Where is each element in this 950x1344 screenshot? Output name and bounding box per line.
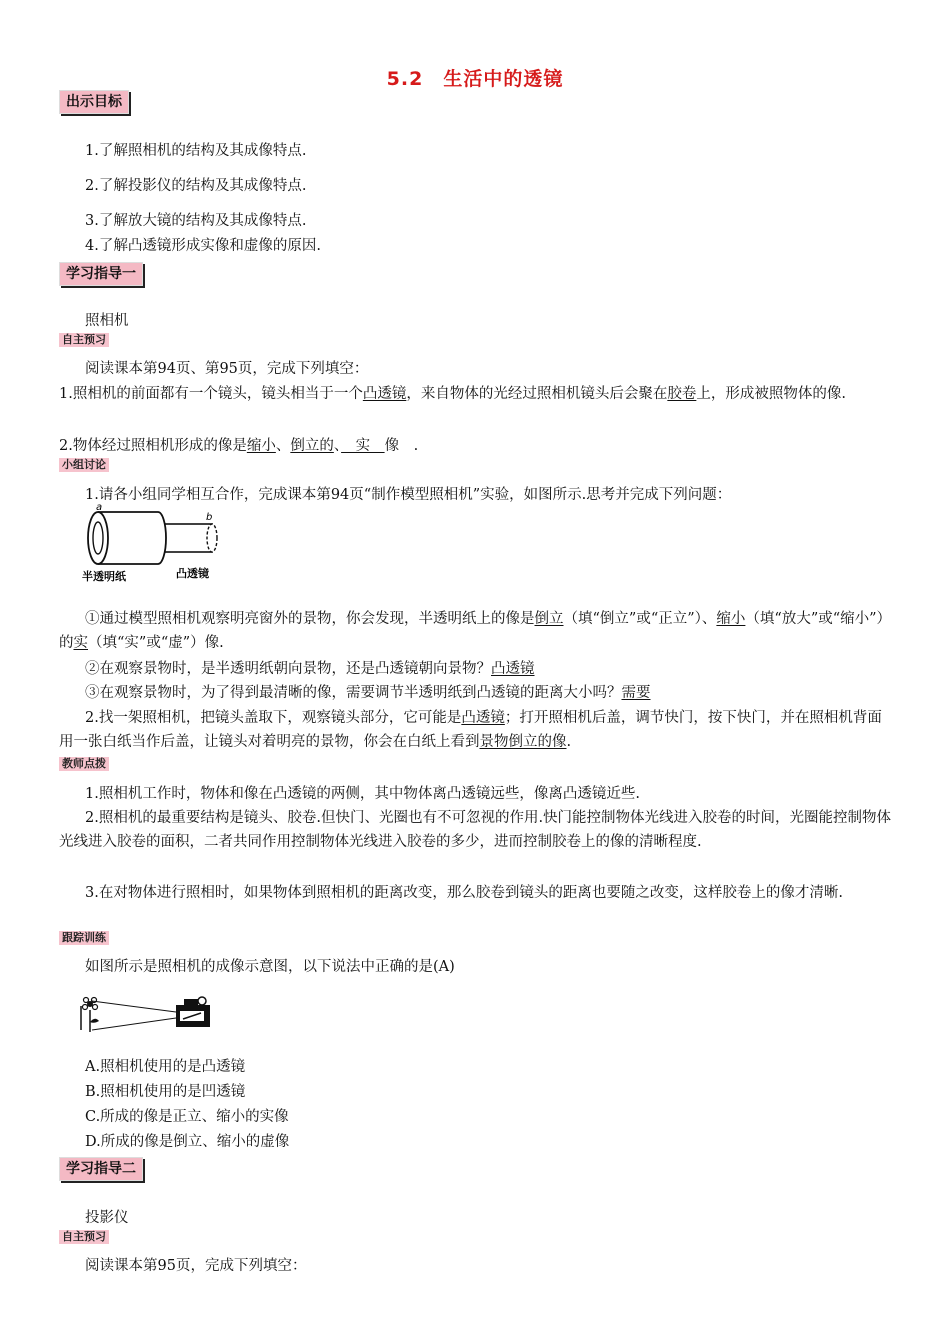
banner-guide2: 学习指导二	[59, 1157, 143, 1181]
flower-icon	[83, 998, 100, 1033]
camera-imaging-figure	[80, 988, 220, 1038]
banner-goals: 出示目标	[59, 90, 129, 114]
text: 2.找一架照相机，把镜头盖取下，观察镜头部分，它可能是	[85, 710, 462, 726]
label-lens: 凸透镜	[176, 567, 209, 580]
answer-blank: 凸透镜	[491, 661, 535, 677]
tag-preview-2: 自主预习	[59, 1230, 109, 1244]
answer-blank: 缩小	[246, 438, 276, 454]
tag-training: 跟踪训练	[59, 931, 109, 945]
answer-blank: 凸透镜	[362, 386, 407, 402]
page-title: 5.2 生活中的透镜	[386, 68, 564, 90]
tag-discuss: 小组讨论	[59, 458, 109, 472]
answer-blank: 需要	[621, 685, 651, 701]
text: ；打开照相机后盖，调节快门，按下快门，并在照相机背面用一张白纸当作后盖，让镜头对着明亮的景物，你会在白纸上看到	[59, 710, 882, 750]
teacher-point-1: 1.照相机工作时，物体和像在凸透镜的两侧，其中物体离凸透镜远些，像离凸透镜近些.	[85, 786, 640, 802]
text: ③在观察景物时，为了得到最清晰的像，需要调节半透明纸到凸透镜的距离大小吗？	[85, 685, 622, 701]
text: （填“倒立”或“正立”）、	[563, 611, 717, 627]
training-question: 如图所示是照相机的成像示意图，以下说法中正确的是(A)	[85, 959, 455, 975]
text: 上，形成被照物体的像.	[696, 386, 846, 402]
goal-item-4: 4.了解凸透镜形成实像和虚像的原因.	[85, 238, 321, 254]
preview-item-2	[59, 437, 418, 455]
goal-item-3: 3.了解放大镜的结构及其成像特点.	[85, 213, 307, 229]
text: 、	[333, 438, 342, 454]
text: （填“放大”或“缩小”）的	[59, 611, 892, 651]
option-c: C.所成的像是正立、缩小的实像	[85, 1109, 289, 1125]
text: 、	[275, 438, 291, 454]
model-camera-figure	[78, 502, 228, 584]
teacher-point-3: 3.在对物体进行照相时，如果物体到照相机的距离改变，那么胶卷到镜头的距离也要随之改变，这样胶卷上的像才清晰.	[85, 885, 843, 901]
banner-guide1: 学习指导一	[59, 262, 143, 286]
goal-item-1: 1.了解照相机的结构及其成像特点.	[85, 143, 307, 159]
option-d: D.所成的像是倒立、缩小的虚像	[85, 1134, 290, 1150]
answer-blank: 缩小	[716, 611, 746, 627]
answer-blank: 凸透镜	[461, 710, 505, 726]
answer-blank: 胶卷	[667, 386, 697, 402]
text: .	[566, 734, 572, 750]
answer-blank: 实	[341, 438, 385, 454]
preview-item-1	[59, 382, 895, 406]
option-a: A.照相机使用的是凸透镜	[85, 1059, 246, 1075]
answer-blank: 倒立的	[290, 438, 334, 454]
topic-camera: 照相机	[85, 313, 129, 329]
light-ray	[92, 1018, 176, 1030]
light-ray	[92, 1001, 176, 1012]
tag-preview: 自主预习	[59, 333, 109, 347]
label-a: a	[96, 502, 103, 513]
text: 1.照相机的前面都有一个镜头，镜头相当于一个	[59, 386, 363, 402]
text: 像 .	[384, 438, 419, 454]
text: ，来自物体的光经过照相机镜头后会聚在	[406, 386, 668, 402]
answer-blank: 景物倒立的像	[479, 734, 567, 750]
discuss-item-2	[59, 706, 895, 754]
question-2	[85, 660, 535, 678]
answer-blank: 实	[73, 635, 88, 651]
text: （填“实”或“虚”）像.	[88, 635, 224, 651]
text: ②在观察景物时，是半透明纸朝向景物，还是凸透镜朝向景物？	[85, 661, 491, 677]
question-1	[59, 607, 895, 655]
text: ①通过模型照相机观察明亮窗外的景物，你会发现，半透明纸上的像是	[85, 611, 535, 627]
topic-projector: 投影仪	[85, 1210, 129, 1226]
teacher-point-2: 2.照相机的最重要结构是镜头、胶卷.但快门、光圈也有不可忽视的作用.快门能控制物体光线进入胶卷的时间，光圈能控制物体光线进入胶卷的面积，二者共同作用控制物体光线进入胶卷的多少，进而控制胶卷上的像的清晰程度.	[59, 810, 892, 850]
text: 2.物体经过照相机形成的像是	[59, 438, 247, 454]
preview-intro: 阅读课本第94页、第95页，完成下列填空：	[85, 361, 369, 377]
camera-icon	[176, 997, 210, 1027]
preview-intro-2: 阅读课本第95页，完成下列填空：	[85, 1258, 307, 1274]
option-b: B.照相机使用的是凹透镜	[85, 1084, 246, 1100]
answer-blank: 倒立	[534, 611, 564, 627]
question-3	[85, 684, 651, 702]
convex-lens	[207, 524, 217, 552]
tag-teacher: 教师点拨	[59, 757, 109, 771]
goal-item-2: 2.了解投影仪的结构及其成像特点.	[85, 178, 307, 194]
label-paper: 半透明纸	[82, 570, 126, 583]
discuss-item-1: 1.请各小组同学相互合作，完成课本第94页“制作模型照相机”实验，如图所示.思考并完成下列问题：	[85, 487, 732, 503]
label-b: b	[206, 512, 213, 523]
translucent-paper	[93, 522, 103, 554]
